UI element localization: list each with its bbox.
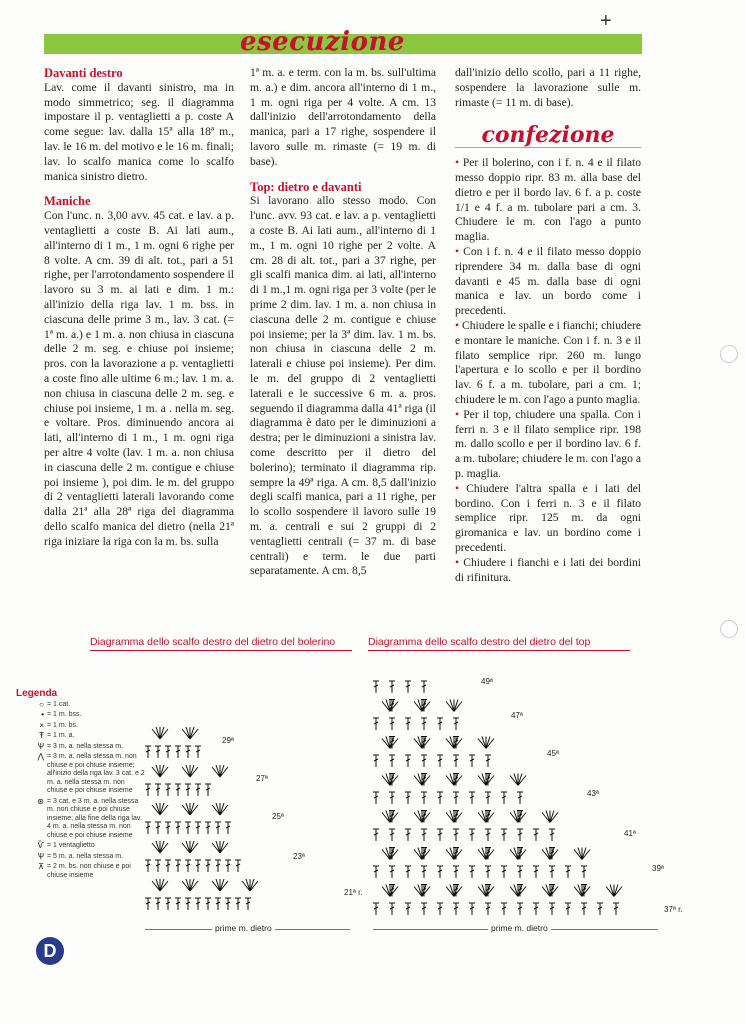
row-label: 43ª xyxy=(587,789,599,798)
stitch-symbol xyxy=(485,829,491,841)
stitch-symbol xyxy=(389,718,395,730)
stitch-symbol xyxy=(437,829,443,841)
fan-symbol xyxy=(542,811,558,823)
stitch-symbol xyxy=(453,755,459,767)
stitch-symbol xyxy=(195,898,201,910)
stitch-symbol xyxy=(421,829,427,841)
stitch-symbol xyxy=(517,866,523,878)
stitch-symbol xyxy=(469,903,475,915)
fan-symbol xyxy=(182,841,198,853)
slip-stitch-icon: • xyxy=(41,710,44,719)
stitch-symbol xyxy=(165,746,171,758)
fan-symbol xyxy=(212,879,228,891)
stitch-symbol xyxy=(501,829,507,841)
stitch-symbol xyxy=(165,898,171,910)
stitch-symbol xyxy=(389,903,395,915)
paragraph-scollo: dall'inizio dello scollo, pari a 11 righe, sospendere la lavorazione sulle m. rimaste (= 11 m. di base). xyxy=(455,66,641,109)
stitch-symbol xyxy=(155,860,161,872)
row-label: 47ª xyxy=(511,711,523,720)
stitch-symbol xyxy=(175,784,181,796)
legend xyxy=(16,690,146,882)
fan-symbol xyxy=(152,803,168,815)
stitch-symbol xyxy=(421,755,427,767)
fan-symbol xyxy=(212,803,228,815)
stitch-symbol xyxy=(195,860,201,872)
stitch-symbol xyxy=(175,898,181,910)
legend-item: ⋀ = 3 m. a. nella stessa m. non chiuse e poi chiuse insieme; all'inizio della riga lav. 3 cat. e 2 m. a. nella stessa m. non chiuse e poi chiuse insieme xyxy=(16,753,146,796)
stitch-symbol xyxy=(581,903,587,915)
stitch-symbol xyxy=(613,903,619,915)
bullet-dot-icon: • xyxy=(455,555,460,569)
stitch-symbol xyxy=(389,829,395,841)
stitch-symbol xyxy=(597,903,603,915)
stitch-symbol xyxy=(437,718,443,730)
stitch-symbol xyxy=(453,903,459,915)
stitch-symbol xyxy=(195,784,201,796)
stitch-symbol xyxy=(437,792,443,804)
stitch-symbol xyxy=(405,792,411,804)
column-1 xyxy=(44,66,234,560)
stitch-symbol xyxy=(195,746,201,758)
stitch-symbol xyxy=(405,718,411,730)
sc-decrease-icon: ⊼ xyxy=(38,862,44,871)
legend-item: Ѷ = 1 ventaglietto xyxy=(16,842,146,851)
bullet-item: • Chiudere l'altra spalla e i lati del bordino. Con i ferri n. 3 e il filato semplice ripr. 125 m. da ogni giromanica e lav. un bordino come i precedenti. xyxy=(455,481,641,554)
stitch-symbol xyxy=(373,718,379,730)
stitch-symbol xyxy=(373,681,379,693)
row-label: 25ª xyxy=(272,812,284,821)
fan-symbol xyxy=(152,879,168,891)
stitch-symbol xyxy=(421,681,427,693)
stitch-symbol xyxy=(533,829,539,841)
stitch-symbol xyxy=(389,681,395,693)
diagram-title-bolerino: Diagramma dello scalfo destro del dietro del bolerino xyxy=(90,636,352,651)
legend-title: Legenda xyxy=(16,688,58,699)
stitch-symbol xyxy=(485,755,491,767)
stitch-symbol xyxy=(389,792,395,804)
fan-symbol xyxy=(606,885,622,897)
stitch-symbol xyxy=(165,822,171,834)
stitch-symbol xyxy=(437,755,443,767)
stitch-symbol xyxy=(437,866,443,878)
stitch-symbol xyxy=(453,829,459,841)
fan-symbol xyxy=(446,700,462,712)
column-3 xyxy=(455,66,641,585)
bullet-item: • Per il bolerino, con i f. n. 4 e il filato messo doppio ripr. 83 m. alla base del dietro e per il bordo lav. 6 f. a p. coste 1/1 e 4 f. a m. tubolare pari a cm. 3. Chiudere le m. con l'ago a punto maglia. xyxy=(455,156,641,244)
paragraph-maniche: Con l'unc. n. 3,00 avv. 45 cat. e lav. a p. ventaglietti a coste B. Ai lati aum., all'interno di 1 m., 1 m. ogni 6 righe per 8 volte. A cm. 39 di alt. tot., pari a 51 righe, per l'arrotondamento sospendere il lavoro su 3 m. ai lati e dim. 1 m.: all'inizio della riga lav. 1 m. bss. in ciascuna delle prime 3 m., lav. 3 cat. (= 1ª m. a.) e 1 m. a. non chiusa in ciascuna delle 2 m. seg. e chiuse poi insieme; pros. con la lavorazione a p. ventaglietti a coste fino alle ultime 6 m.; lav. 1 m. a. non chiusa in ciascuna delle 2 m. seg. e chiuse poi insieme, 1 m. a . nella m. seg. e voltare. Pros. diminuendo ancora ai lati, all'interno di 1 m., 1 m. ogni riga per altre 4 volte (lav. 1 m. a. non chiusa in ciascuna delle 2 m. contigue e chiuse poi insieme ), poi dim. le m. del gruppo di 2 ventaglietti laterali lavorando come dalla 21ª alla 28ª riga del diagramma dello scalfo manica del dietro (nella 21ª riga iniziare la riga con la m. bs. sulla xyxy=(44,209,234,548)
bullet-dot-icon: • xyxy=(455,244,460,258)
double-crochet-icon: Ŧ xyxy=(39,731,44,740)
paragraph-maniche-cont: 1ª m. a. e term. con la m. bs. sull'ultima m. a.) e dim. ancora all'interno di 1 m., 1 m. ogni riga per 4 volte. A cm. 13 dall'inizio dell'arrotondamento della manica, pari a 17 righe, sospendere il lavoro sulle m. rimaste (= 19 m. di base). xyxy=(250,66,436,168)
stitch-symbol xyxy=(469,792,475,804)
stitch-symbol xyxy=(155,784,161,796)
bullet-dot-icon: • xyxy=(455,481,460,495)
row-label: 27ª xyxy=(256,774,268,783)
stitch-symbol xyxy=(501,866,507,878)
stitch-symbol xyxy=(421,866,427,878)
fan-symbol xyxy=(182,765,198,777)
cluster-decrease-icon: ⋀ xyxy=(37,752,44,761)
base-label: prime m. dietro xyxy=(212,923,275,933)
paragraph-top: Si lavorano allo stesso modo. Con l'unc. avv. 93 cat. e lav. a p. ventaglietti a coste B. Ai lati aum., all'interno di 1 m., 1 m. ogni 10 righe per 2 volte. A cm. 28 di alt. tot., pari a 37 righe, per gli scalfi manica dim. ai lati, all'interno di 1 m.,1 m. ogni riga per 3 volte (per le prime 2 dim. lav. 1 m. a. non chiusa in ciascuna delle 2 m. contigue e chiuse poi insieme; per la 3ª dim. lav. 1 m. bs. non chiusa in ciascuna delle 2 m. laterali e chiuse poi insieme). Per dim. le m. del gruppo di 2 ventaglietti laterali e le successive 6 m. a. pros. seguendo il diagramma dalla 41ª riga (il diagramma è dato per le diminuzioni a destra; per le diminuzioni a sinistra lav. come descritto per il dietro del bolerino); terminato il diagramma rip. sempre la 49ª riga. A cm. 8,5 dall'inizio degli scalfi manica, pari a 11 righe, per lo scollo sospendere il lavoro sulle 19 m. a. centrali e sui 2 gruppi di 2 ventaglietti centrali (= 37 m. di base centrali) e term. le due parti separatamente. A cm. 8,5 xyxy=(250,194,436,578)
section-heading-davanti-destro: Davanti destro xyxy=(44,66,123,80)
stitch-symbol xyxy=(549,903,555,915)
bullet-dot-icon: • xyxy=(455,407,460,421)
stitch-symbol xyxy=(405,681,411,693)
row-label: 37ª r. xyxy=(664,905,683,914)
stitch-symbol xyxy=(373,866,379,878)
paragraph-davanti-destro: Lav. come il davanti sinistro, ma in modo simmetrico; seg. il diagramma impostare il p. ventaglietti a p. coste A come segue: lav. dalla 15ª alla 18ª m., lav. le 16 m. del motivo e le 16 m. finali; lav. lo scalfo manica come lo scalfo manica sinistro dietro. xyxy=(44,80,234,183)
bullet-item: • Chiudere le spalle e i fianchi; chiudere e montare le maniche. Con i f. n. 3 e il filato semplice ripr. 260 m. lungo l'apertura e lo scollo e per il bordino lav. 6 f. a m. tubolare, pari a cm. 1; chiudere le m. con l'ago a punto maglia. xyxy=(455,318,641,406)
fan-symbol xyxy=(242,879,258,891)
stitch-symbol xyxy=(235,898,241,910)
stitch-symbol xyxy=(405,829,411,841)
stitch-symbol xyxy=(501,792,507,804)
bullet-item: • Per il top, chiudere una spalla. Con i ferri n. 3 e il filato semplice ripr. 198 m. dallo scollo e per il bordino lav. 6 f. a m. tubolare; chiudere le m. con l'ago a p. maglia. xyxy=(455,407,641,480)
row-label: 41ª xyxy=(624,829,636,838)
stitch-symbol xyxy=(225,898,231,910)
stitch-symbol xyxy=(175,822,181,834)
confezione-title: confezione xyxy=(481,122,615,149)
legend-item: ⊼ = 2 m. bs. non chiuse e poi chiuse insieme xyxy=(16,863,146,880)
diagram-top xyxy=(370,670,665,925)
stitch-symbol xyxy=(485,903,491,915)
stitch-symbol xyxy=(175,860,181,872)
base-label: prime m. dietro xyxy=(488,923,551,933)
fan-symbol xyxy=(152,727,168,739)
five-dc-same-stitch-icon: Ѱ xyxy=(37,851,44,861)
stitch-symbol xyxy=(165,784,171,796)
stitch-symbol xyxy=(225,822,231,834)
fan-symbol xyxy=(478,737,494,749)
stitch-symbol xyxy=(469,755,475,767)
fan-symbol xyxy=(152,765,168,777)
section-heading-top: Top: dietro e davanti xyxy=(250,179,362,194)
stitch-symbol xyxy=(517,829,523,841)
binder-hole xyxy=(720,345,738,363)
bullet-dot-icon: • xyxy=(455,318,460,332)
page-title: esecuzione xyxy=(240,27,405,57)
stitch-symbol xyxy=(421,718,427,730)
stitch-symbol xyxy=(225,860,231,872)
three-dc-same-stitch-icon: Ѱ xyxy=(37,741,44,751)
stitch-symbol xyxy=(453,866,459,878)
row-label: 49ª xyxy=(481,677,493,686)
cluster-end-icon: ⊛ xyxy=(37,796,44,806)
chain-stitch-icon: ○ xyxy=(39,699,44,709)
stitch-symbol xyxy=(145,784,151,796)
stitch-symbol xyxy=(215,822,221,834)
stitch-symbol xyxy=(373,829,379,841)
stitch-symbol xyxy=(245,898,251,910)
stitch-symbol xyxy=(155,822,161,834)
legend-item: • = 1 m. bss. xyxy=(16,711,146,720)
stitch-symbol xyxy=(533,866,539,878)
legend-item: ⊛ = 3 cat. e 3 m. a. nella stessa m. non chiuse e poi chiuse insieme; alla fine della riga lav. 4 m. a. nella stessa m. non chiuse e poi chiuse insieme xyxy=(16,798,146,841)
stitch-symbol xyxy=(155,898,161,910)
stitch-symbol xyxy=(205,784,211,796)
stitch-symbol xyxy=(421,792,427,804)
stitch-symbol xyxy=(205,898,211,910)
stitch-symbol xyxy=(453,792,459,804)
legend-item: ○ = 1 cat. xyxy=(16,701,146,710)
bullet-item: • Chiudere i fianchi e i lati dei bordini di rifinitura. xyxy=(455,555,641,584)
section-heading-maniche: Maniche xyxy=(44,194,91,209)
fan-symbol xyxy=(574,848,590,860)
single-crochet-icon: × xyxy=(39,720,44,730)
page-letter-badge: D xyxy=(36,937,64,965)
stitch-symbol xyxy=(175,746,181,758)
row-label: 23ª xyxy=(293,852,305,861)
legend-item: Ѱ = 5 m. a. nella stessa m. xyxy=(16,853,146,862)
stitch-symbol xyxy=(373,792,379,804)
fan-symbol xyxy=(182,879,198,891)
stitch-symbol xyxy=(165,860,171,872)
fan-symbol xyxy=(212,841,228,853)
stitch-symbol xyxy=(155,746,161,758)
stitch-symbol xyxy=(469,829,475,841)
legend-item: Ŧ = 1 m. a. xyxy=(16,732,146,741)
stitch-symbol xyxy=(373,755,379,767)
fan-symbol xyxy=(152,841,168,853)
legend-item: × = 1 m. bs. xyxy=(16,722,146,731)
stitch-symbol xyxy=(405,903,411,915)
bullet-item: • Con i f. n. 4 e il filato messo doppio riprendere 34 m. dalla base di ogni davanti e 45 m. dalla base di ogni manica e lav. un bordo come i precedenti. xyxy=(455,244,641,318)
stitch-symbol xyxy=(185,898,191,910)
stitch-symbol xyxy=(185,822,191,834)
stitch-symbol xyxy=(205,822,211,834)
stitch-symbol xyxy=(517,792,523,804)
stitch-symbol xyxy=(421,903,427,915)
stitch-symbol xyxy=(145,898,151,910)
stitch-symbol xyxy=(145,746,151,758)
stitch-symbol xyxy=(205,860,211,872)
stitch-symbol xyxy=(145,822,151,834)
stitch-symbol xyxy=(215,860,221,872)
stitch-symbol xyxy=(501,903,507,915)
bullet-dot-icon: • xyxy=(455,156,460,170)
column-2 xyxy=(250,66,436,589)
stitch-symbol xyxy=(405,866,411,878)
stitch-symbol xyxy=(389,755,395,767)
stitch-symbol xyxy=(549,829,555,841)
stitch-symbol xyxy=(533,903,539,915)
diagram-title-top: Diagramma dello scalfo destro del dietro del top xyxy=(368,636,630,651)
stitch-symbol xyxy=(549,866,555,878)
stitch-symbol xyxy=(235,860,241,872)
stitch-symbol xyxy=(453,718,459,730)
stitch-symbol xyxy=(389,866,395,878)
fan-icon: Ѷ xyxy=(37,841,44,850)
stitch-symbol xyxy=(565,903,571,915)
stitch-symbol xyxy=(469,866,475,878)
binder-hole xyxy=(720,620,738,638)
stitch-symbol xyxy=(581,866,587,878)
stitch-symbol xyxy=(185,860,191,872)
row-label: 39ª xyxy=(652,864,664,873)
stitch-symbol xyxy=(517,903,523,915)
row-label: 29ª xyxy=(222,736,234,745)
stitch-symbol xyxy=(145,860,151,872)
diagram-bolerino xyxy=(140,705,355,925)
stitch-symbol xyxy=(565,866,571,878)
stitch-symbol xyxy=(485,866,491,878)
corner-mark: + xyxy=(600,10,612,32)
fan-symbol xyxy=(182,803,198,815)
stitch-symbol xyxy=(195,822,201,834)
fan-symbol xyxy=(182,727,198,739)
stitch-symbol xyxy=(373,903,379,915)
row-label: 21ª r. xyxy=(344,888,363,897)
fan-symbol xyxy=(510,774,526,786)
fan-symbol xyxy=(212,765,228,777)
stitch-symbol xyxy=(405,755,411,767)
stitch-symbol xyxy=(185,746,191,758)
stitch-symbol xyxy=(215,898,221,910)
row-label: 45ª xyxy=(547,749,559,758)
stitch-symbol xyxy=(437,903,443,915)
legend-item: Ѱ = 3 m. a. nella stessa m. xyxy=(16,743,146,752)
stitch-symbol xyxy=(485,792,491,804)
stitch-symbol xyxy=(185,784,191,796)
